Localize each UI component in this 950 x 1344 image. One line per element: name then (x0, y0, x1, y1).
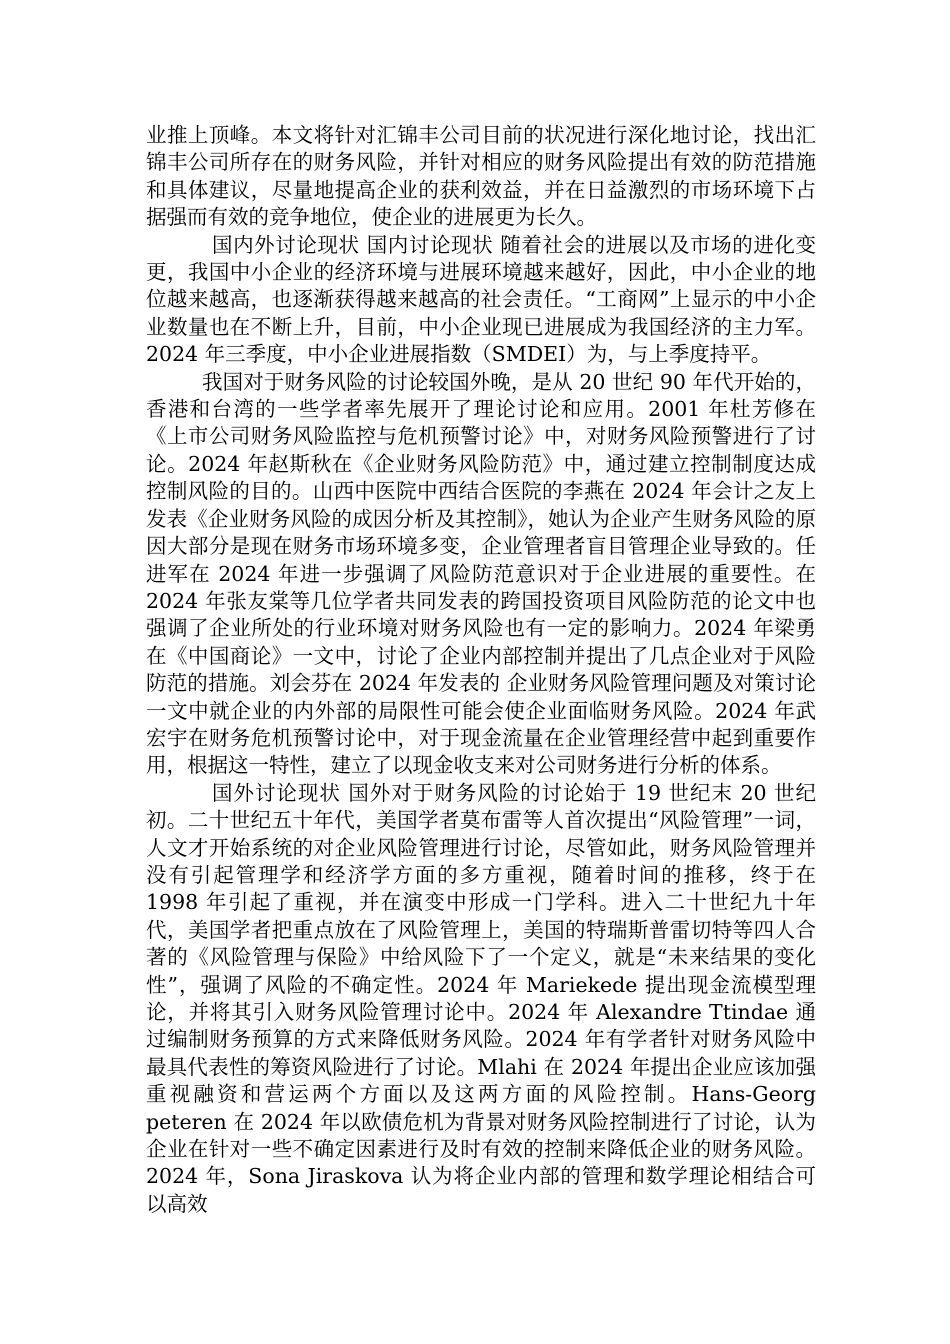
paragraph-domestic-research: 我国对于财务风险的讨论较国外晚，是从 20 世纪 90 年代开始的，香港和台湾的一些学者率先展开了理论讨论和应用。2001 年杜芳修在《上市公司财务风险监控与危机预警讨论》中，对财务风险预警进行了讨论。2024 年赵斯秋在《企业财务风险防范》中，通过建立控制制度达成控制风险的目的。山西中医院中西结合医院的李燕在 2024 年会计之友上发表《企业财务风险的成因分析及其控制》，她认为企业产生财务风险的原因大部分是现在财务市场环境多变，企业管理者盲目管理企业导致的。任进军在 2024 年进一步强调了风险防范意识对于企业进展的重要性。在 2024 年张友棠等几位学者共同发表的跨国投资项目风险防范的论文中也强调了企业所处的行业环境对财务风险也有一定的影响力。2024 年梁勇在《中国商论》一文中，讨论了企业内部控制并提出了几点企业对于风险防范的措施。刘会芬在 2024 年发表的 企业财务风险管理问题及对策讨论一文中就企业的内外部的局限性可能会使企业面临财务风险。2024 年武宏宇在财务危机预警讨论中，对于现金流量在企业管理经营中起到重要作用，根据这一特性，建立了以现金收支来对公司财务进行分析的体系。 (146, 369, 816, 778)
paragraph-foreign-research: 国外讨论现状 国外对于财务风险的讨论始于 19 世纪末 20 世纪初。二十世纪五十年代，美国学者莫布雷等人首次提出“风险管理”一词，人文才开始系统的对企业风险管理进行讨论，尽管如此，财务风险管理并没有引起管理学和经济学方面的多方重视，随着时间的推移，终于在 1998 年引起了重视，并在演变中形成一门学科。进入二十世纪九十年代，美国学者把重点放在了风险管理上，美国的特瑞斯普雷切特等四人合著的《风险管理与保险》中给风险下了一个定义，就是“未来结果的变化性”，强调了风险的不确定性。2024 年 Mariekede 提出现金流模型理论，并将其引入财务风险管理讨论中。2024 年 Alexandre Ttindae 通过编制财务预算的方式来降低财务风险。2024 年有学者针对财务风险中最具代表性的筹资风险进行了讨论。Mlahi 在 2024 年提出企业应该加强重视融资和营运两个方面以及这两方面的风险控制。Hans-Georg peteren 在 2024 年以欧债危机为背景对财务风险控制进行了讨论，认为企业在针对一些不确定因素进行及时有效的控制来降低企业的财务风险。2024 年，Sona Jiraskova 认为将企业内部的管理和数学理论相结合可以高效 (146, 780, 816, 1216)
paragraph-domestic-foreign-status: 国内外讨论现状 国内讨论现状 随着社会的进展以及市场的进化变更，我国中小企业的经济环境与进展环境越来越好，因此，中小企业的地位越来越高，也逐渐获得越来越高的社会责任。“工商网”上显示的中小企业数量也在不断上升，目前，中小企业现已进展成为我国经济的主力军。2024 年三季度，中小企业进展指数（SMDEI）为，与上季度持平。 (146, 232, 816, 367)
document-body (146, 122, 816, 1218)
paragraph-intro-continuation: 业推上顶峰。本文将针对汇锦丰公司目前的状况进行深化地讨论，找出汇锦丰公司所存在的财务风险，并针对相应的财务风险提出有效的防范措施和具体建议，尽量地提高企业的获利效益，并在日益激烈的市场环境下占据强而有效的竞争地位，使企业的进展更为长久。 (146, 123, 816, 230)
